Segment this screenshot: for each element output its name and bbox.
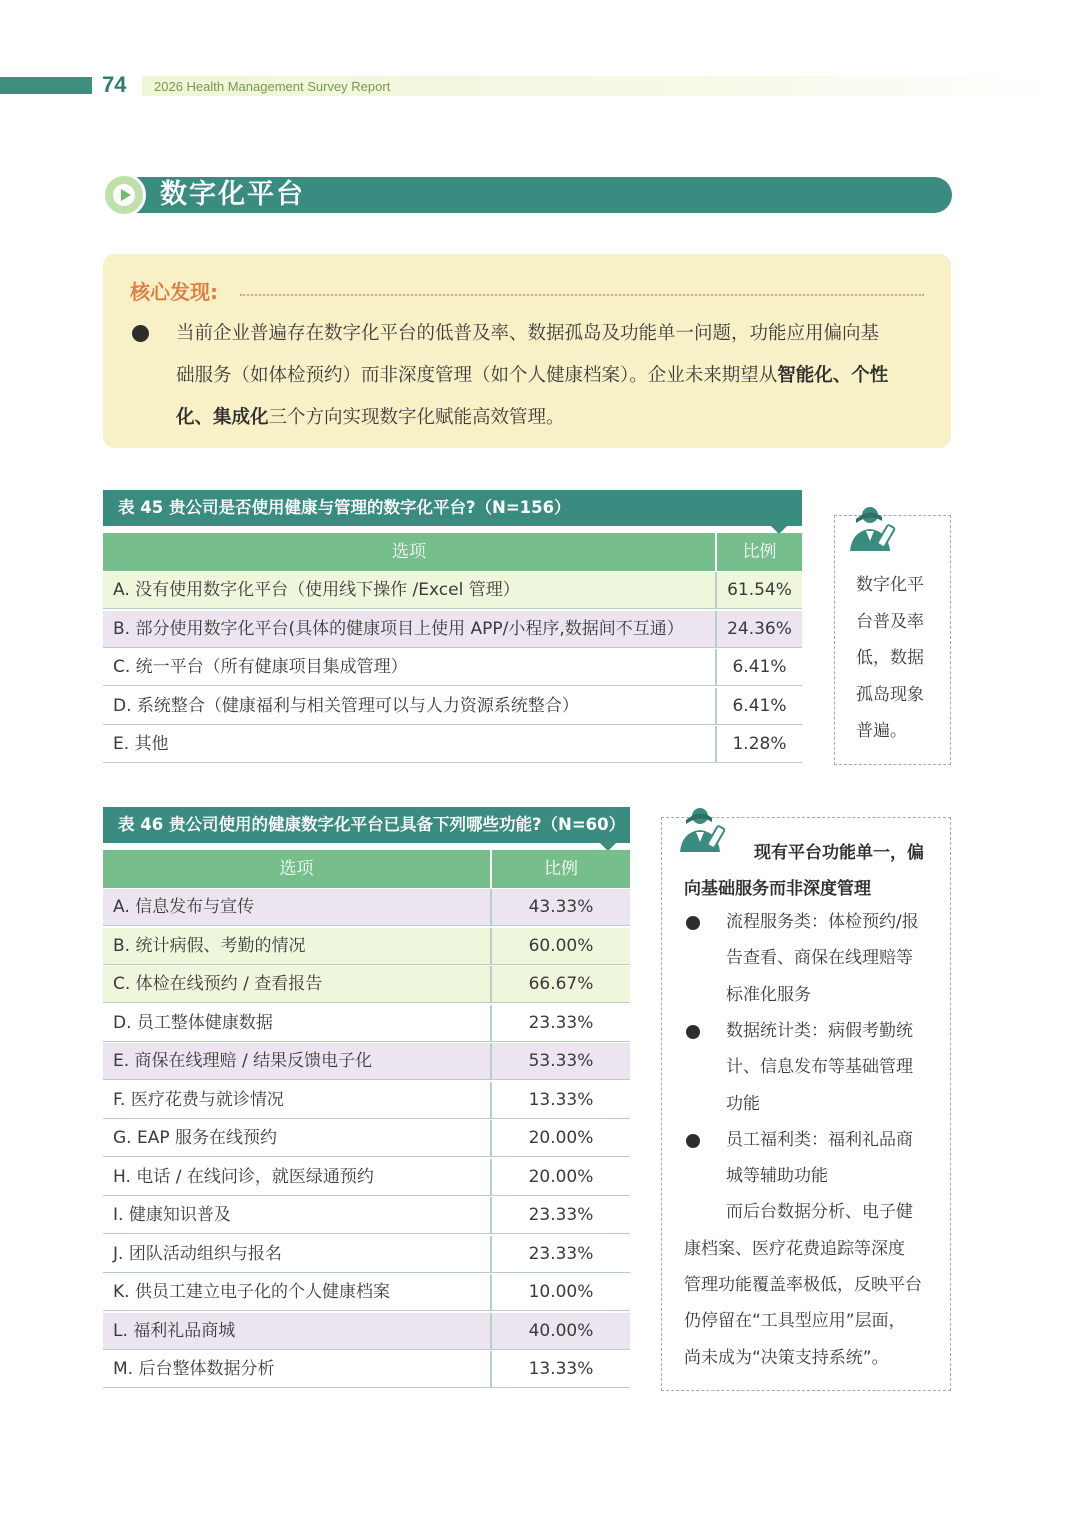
note46-bullet-line: 流程服务类：体检预约/报 bbox=[726, 912, 919, 932]
table45-col-ratio: 比例 bbox=[742, 542, 777, 562]
option-cell: I. 健康知识普及 bbox=[113, 1205, 231, 1225]
page-number: 74 bbox=[102, 72, 127, 97]
option-cell: A. 信息发布与宣传 bbox=[113, 897, 255, 917]
option-cell: B. 部分使用数字化平台(具体的健康项目上使用 APP/小程序,数据间不互通） bbox=[113, 618, 684, 639]
section-title: 数字化平台 bbox=[160, 179, 305, 210]
option-cell: H. 电话 / 在线问诊，就医绿通预约 bbox=[113, 1166, 374, 1187]
table-row bbox=[103, 611, 802, 648]
table-row bbox=[103, 966, 630, 1003]
table-row bbox=[103, 1005, 630, 1042]
option-cell: E. 商保在线理赔 / 结果反馈电子化 bbox=[113, 1051, 373, 1071]
table46-col-option: 选项 bbox=[279, 859, 314, 879]
note46-bullet-line: 功能 bbox=[726, 1093, 760, 1114]
key-findings-line-2: 础服务（如体检预约）而非深度管理（如个人健康档案）。企业未来期望从智能化、个性 bbox=[176, 365, 889, 386]
option-cell: A. 没有使用数字化平台（使用线下操作 /Excel 管理） bbox=[113, 580, 520, 600]
person-icon bbox=[848, 505, 902, 551]
ratio-cell: 61.54% bbox=[727, 580, 792, 600]
table-row bbox=[103, 1351, 630, 1388]
table46-col-ratio: 比例 bbox=[544, 859, 578, 879]
header-accent-bar bbox=[0, 77, 92, 94]
ratio-cell: 43.33% bbox=[528, 897, 594, 917]
bullet-icon bbox=[132, 325, 149, 342]
note46-box bbox=[661, 817, 951, 1391]
ratio-cell: 10.00% bbox=[528, 1282, 594, 1302]
ratio-cell: 1.28% bbox=[732, 734, 787, 754]
table46-title: 表 46 贵公司使用的健康数字化平台已具备下列哪些功能?（N=60） bbox=[103, 807, 630, 843]
option-cell: K. 供员工建立电子化的个人健康档案 bbox=[113, 1282, 390, 1302]
option-cell: J. 团队活动组织与报名 bbox=[113, 1243, 282, 1264]
ratio-cell: 24.36% bbox=[727, 618, 792, 639]
note46-bullet-line: 告查看、商保在线理赔等 bbox=[726, 948, 913, 969]
table-row bbox=[103, 889, 630, 926]
ratio-cell: 60.00% bbox=[528, 935, 594, 956]
note46-bullet-line: 计、信息发布等基础管理 bbox=[726, 1057, 913, 1078]
option-cell: C. 体检在线预约 / 查看报告 bbox=[113, 974, 323, 994]
note46-heading-2: 向基础服务而非深度管理 bbox=[684, 879, 871, 899]
option-cell: B. 统计病假、考勤的情况 bbox=[113, 935, 306, 956]
ratio-cell: 6.41% bbox=[732, 695, 787, 716]
ratio-cell: 53.33% bbox=[528, 1051, 594, 1071]
note46-bullet-line: 员工福利类：福利礼品商 bbox=[726, 1129, 913, 1150]
table-row bbox=[103, 1159, 630, 1196]
ratio-cell: 23.33% bbox=[528, 1012, 594, 1033]
key-findings-divider bbox=[240, 294, 924, 296]
ratio-cell: 13.33% bbox=[528, 1359, 594, 1379]
note46-bullet-line: 标准化服务 bbox=[726, 984, 811, 1005]
table-row bbox=[103, 688, 802, 725]
table45-col-option: 选项 bbox=[392, 542, 426, 562]
table-row bbox=[103, 1313, 630, 1350]
ratio-cell: 40.00% bbox=[528, 1320, 594, 1341]
table-row bbox=[103, 928, 630, 965]
note46-para-line: 尚未成为“决策支持系统”。 bbox=[684, 1347, 889, 1368]
option-cell: F. 医疗花费与就诊情况 bbox=[113, 1089, 284, 1110]
note45-line: 孤岛现象 bbox=[856, 684, 924, 705]
note45-line: 台普及率 bbox=[856, 611, 924, 632]
note45-line: 低，数据 bbox=[856, 648, 924, 668]
option-cell: L. 福利礼品商城 bbox=[113, 1320, 236, 1341]
option-cell: D. 系统整合（健康福利与相关管理可以与人力资源系统整合） bbox=[113, 695, 579, 716]
ratio-cell: 20.00% bbox=[528, 1166, 594, 1187]
note46-para-line: 康档案、医疗花费追踪等深度 bbox=[684, 1238, 905, 1259]
note46-bullet-line: 数据统计类：病假考勤统 bbox=[726, 1020, 913, 1041]
note46-para-line: 管理功能覆盖率极低，反映平台 bbox=[684, 1275, 922, 1295]
bullet-icon bbox=[686, 1134, 700, 1148]
bullet-icon bbox=[686, 1025, 700, 1039]
key-findings-line-3: 化、集成化三个方向实现数字化赋能高效管理。 bbox=[176, 407, 565, 428]
note46-bullet-line: 城等辅助功能 bbox=[726, 1166, 828, 1187]
ratio-cell: 20.00% bbox=[528, 1128, 594, 1148]
option-cell: M. 后台整体数据分析 bbox=[113, 1359, 275, 1379]
ratio-cell: 23.33% bbox=[528, 1205, 594, 1225]
note46-para-line: 而后台数据分析、电子健 bbox=[726, 1202, 913, 1223]
table-row bbox=[103, 1236, 630, 1273]
ratio-cell: 13.33% bbox=[528, 1089, 594, 1110]
table-row bbox=[103, 572, 802, 609]
bullet-icon bbox=[686, 916, 700, 930]
table-row bbox=[103, 1082, 630, 1119]
key-findings-label: 核心发现: bbox=[130, 280, 218, 304]
ratio-cell: 23.33% bbox=[528, 1243, 594, 1264]
table46-header bbox=[103, 850, 630, 888]
note45-line: 数字化平 bbox=[856, 575, 924, 595]
ratio-cell: 6.41% bbox=[732, 657, 787, 677]
note46-heading-1: 现有平台功能单一，偏 bbox=[754, 843, 924, 863]
table-row bbox=[103, 1274, 630, 1311]
play-icon bbox=[102, 173, 146, 217]
table-row bbox=[103, 1120, 630, 1157]
table-row bbox=[103, 1043, 630, 1080]
ratio-cell: 66.67% bbox=[528, 974, 594, 994]
table45-title: 表 45 贵公司是否使用健康与管理的数字化平台?（N=156） bbox=[103, 490, 802, 526]
note45-line: 普遍。 bbox=[856, 721, 907, 741]
key-findings-line-1: 当前企业普遍存在数字化平台的低普及率、数据孤岛及功能单一问题，功能应用偏向基 bbox=[176, 323, 880, 344]
table-row bbox=[103, 649, 802, 686]
option-cell: G. EAP 服务在线预约 bbox=[113, 1128, 278, 1148]
option-cell: D. 员工整体健康数据 bbox=[113, 1012, 273, 1033]
table-row bbox=[103, 726, 802, 763]
person-icon bbox=[678, 806, 732, 852]
table-row bbox=[103, 1197, 630, 1234]
note46-para-line: 仍停留在“工具型应用”层面， bbox=[684, 1311, 906, 1332]
option-cell: E. 其他 bbox=[113, 734, 169, 754]
table45-header bbox=[103, 533, 802, 571]
option-cell: C. 统一平台（所有健康项目集成管理） bbox=[113, 657, 408, 677]
report-title: 2026 Health Management Survey Report bbox=[154, 79, 391, 94]
